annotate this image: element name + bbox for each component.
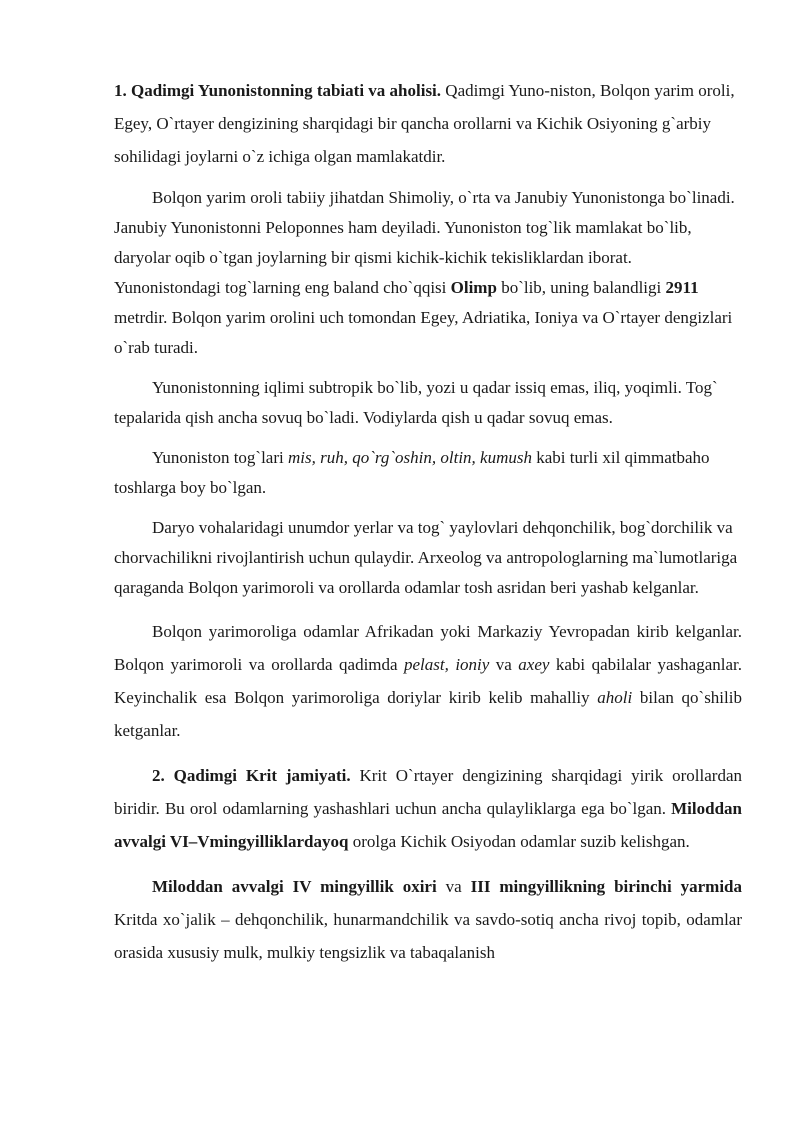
geography-text-2: bo`lib, uning balandligi [496, 278, 666, 297]
intro-text: Qadimgi Yuno-niston, Bolqon yarim oroli, Egey, O`rtayer dengizining sharqidagi bir qancha orollarni va Kichik Osiyoning g`arbiy sohilidagi joylarni o`z ichiga olgan mamlakatdir. [114, 81, 735, 166]
minerals-text-2: kabi turli xil qimmatbaho toshlarga boy bo`lgan. [114, 448, 710, 497]
paragraph-minerals [114, 443, 742, 503]
section-heading-2: 2. Qadimgi Krit jamiyati. [152, 766, 351, 785]
crete-text-2: orolga Kichik Osiyodan odamlar suzib kelishgan. [348, 832, 690, 851]
geography-text-1: Bolqon yarim oroli tabiiy jihatdan Shimoliy, o`rta va Janubiy Yunonistonga bo`linadi. Janubiy Yunonistonni Peloponnes ham deyiladi. Yunoniston tog`lik mamlakat bo`lib, daryolar oqib o`tgan joylarning bir qismi kichik-kichik tekisliklardan iborat. Yunonistondagi tog`larning eng baland cho`qqisi [114, 188, 735, 297]
climate-text: Yunonistonning iqlimi subtropik bo`lib, yozi u qadar issiq emas, iliq, yoqimli. Tog` tepalarida qish ancha sovuq bo`ladi. Vodiylarda qish u qadar sovuq emas. [114, 378, 718, 427]
settlers-italic-1: pelast, ioniy [404, 655, 490, 674]
paragraph-geography [114, 183, 742, 363]
paragraph-climate [114, 373, 742, 433]
minerals-italic: mis, ruh, qo`rg`oshin, oltin, kumush [288, 448, 532, 467]
economy-text-1: va [436, 877, 471, 896]
geography-text-3: metrdir. Bolqon yarim orolini uch tomondan Egey, Adriatika, Ioniya va O`rtayer dengizlari o`rab turadi. [114, 308, 733, 357]
settlers-italic-2: axey [518, 655, 550, 674]
paragraph-crete [114, 759, 742, 858]
settlers-text-2: va [489, 655, 519, 674]
crete-text-1: Krit O`rtayer dengizining sharqidagi yirik orollardan biridir. Bu orol odamlarning yashashlari uchun ancha qulayliklarga ega bo`lgan. [114, 766, 742, 818]
height-bold: 2911 [665, 278, 699, 297]
economy-text-2: Kritda xo`jalik – dehqonchilik, hunarmandchilik va savdo-sotiq ancha rivoj topib, odamlar orasida xususiy mulk, mulkiy tengsizlik va tabaqalanish [114, 910, 742, 962]
crete-bold-date: Miloddan avvalgi VI–Vmingyilliklardayoq [114, 799, 742, 851]
paragraph-intro [114, 74, 742, 173]
settlers-text-3: kabi qabilalar yashaganlar. Keyinchalik esa Bolqon yarimoroliga doriylar kirib kelib mahalliy [114, 655, 743, 707]
paragraph-settlers [114, 615, 742, 747]
settlers-text-1: Bolqon yarimoroliga odamlar Afrikadan yoki Markaziy Yevropadan kirib kelganlar. Bolqon yarimoroli va orollarda qadimda [114, 622, 742, 674]
economy-bold-1: Miloddan avvalgi IV mingyillik oxiri [152, 877, 437, 896]
section-heading-1: 1. Qadimgi Yunonistonning tabiati va aholisi. [114, 81, 442, 100]
olimp-bold: Olimp [450, 278, 497, 297]
economy-bold-2: III mingyillikning birinchi yarmida [470, 877, 742, 896]
paragraph-crete-economy [114, 870, 742, 969]
settlers-italic-3: aholi [597, 688, 633, 707]
agriculture-text: Daryo vohalaridagi unumdor yerlar va tog` yaylovlari dehqonchilik, bog`dorchilik va chorvachilikni rivojlantirish uchun qulaydir. Arxeolog va antropologlarning ma`lumotlariga qaraganda Bolqon yarimoroli va orollarda odamlar tosh asridan beri yashab kelganlar. [114, 518, 738, 597]
paragraph-agriculture [114, 513, 742, 603]
settlers-text-4: bilan qo`shilib ketganlar. [114, 688, 742, 740]
minerals-text-1: Yunoniston tog`lari [152, 448, 288, 467]
